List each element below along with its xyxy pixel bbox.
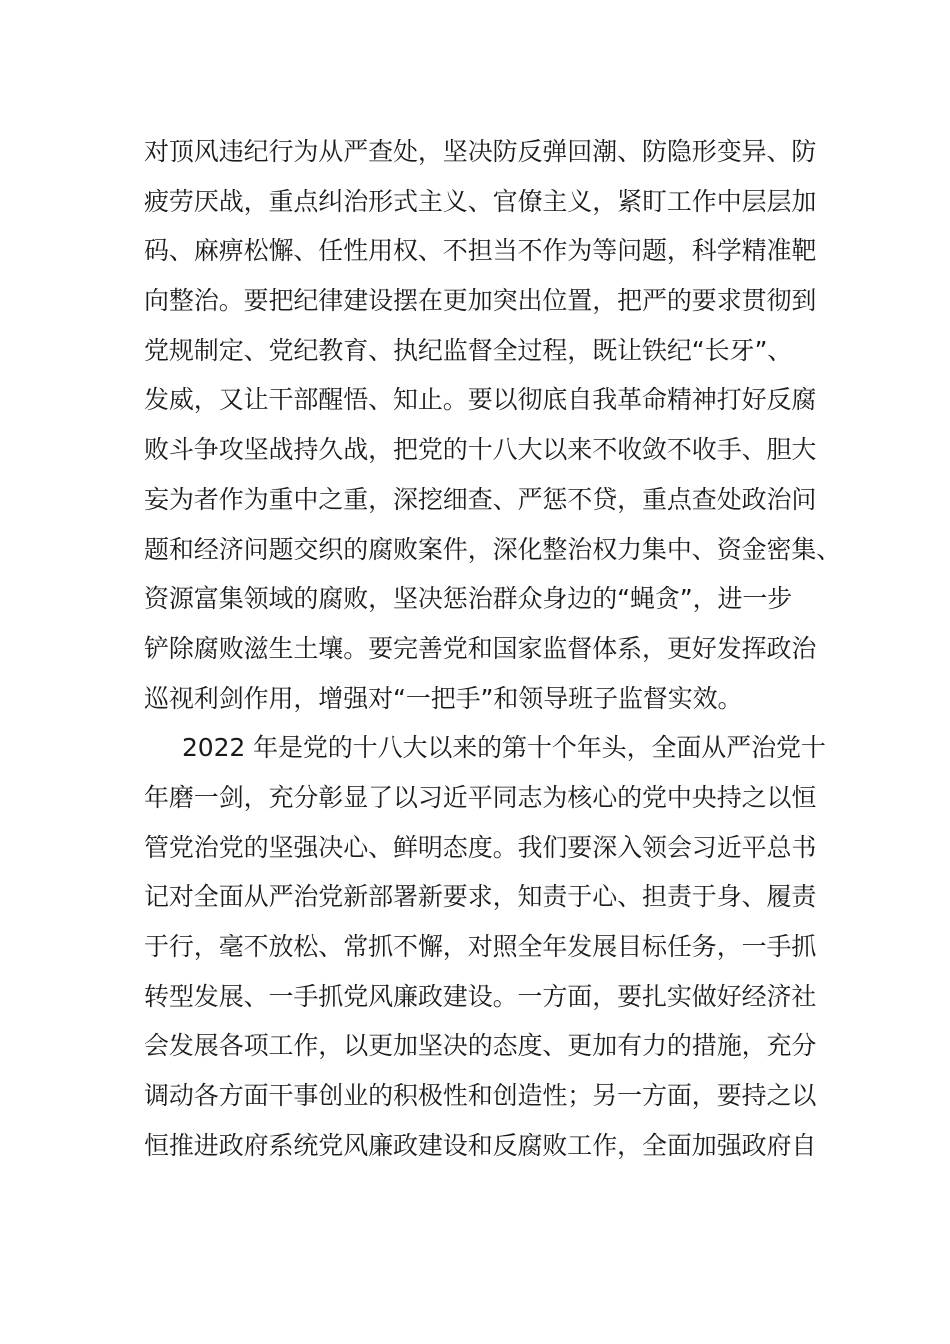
text-line: 对顶风违纪行为从严查处，坚决防反弹回潮、防隐形变异、防	[144, 137, 817, 166]
paragraph-2	[144, 723, 824, 1170]
text-line: 疲劳厌战，重点纠治形式主义、官僚主义，紧盯工作中层层加	[144, 186, 817, 216]
text-line: 巡视利剑作用，增强对“一把手”和领导班子监督实效。	[144, 683, 743, 713]
text-line: 题和经济问题交织的腐败案件，深化整治权力集中、资金密集、	[144, 534, 842, 564]
document-body	[144, 127, 842, 1170]
text-line: 败斗争攻坚战持久战，把党的十八大以来不收敛不收手、胆大	[144, 435, 817, 465]
text-line: 码、麻痹松懈、任性用权、不担当不作为等问题，科学精准靶	[144, 236, 817, 266]
text-line: 向整治。要把纪律建设摆在更加突出位置，把严的要求贯彻到	[144, 286, 817, 316]
text-line-indented: 2022 年是党的十八大以来的第十个年头，全面从严治党十	[182, 733, 826, 763]
text-line: 发威，又让干部醒悟、知止。要以彻底自我革命精神打好反腐	[144, 385, 817, 415]
text-line: 党规制定、党纪教育、执纪监督全过程，既让铁纪“长牙”、	[144, 335, 793, 365]
text-line: 年磨一剑，充分彰显了以习近平同志为核心的党中央持之以恒	[144, 782, 817, 812]
text-line: 调动各方面干事创业的积极性和创造性；另一方面，要持之以	[144, 1081, 817, 1111]
text-line: 于行，毫不放松、常抓不懈，对照全年发展目标任务，一手抓	[144, 932, 817, 961]
text-line: 恒推进政府系统党风廉政建设和反腐败工作，全面加强政府自	[144, 1130, 817, 1160]
text-line: 转型发展、一手抓党风廉政建设。一方面，要扎实做好经济社	[144, 981, 817, 1011]
text-line: 铲除腐败滋生土壤。要完善党和国家监督体系，更好发挥政治	[144, 633, 817, 663]
text-line: 妄为者作为重中之重，深挖细查、严惩不贷，重点查处政治问	[144, 484, 817, 514]
text-line: 会发展各项工作，以更加坚决的态度、更加有力的措施，充分	[144, 1031, 817, 1061]
paragraph-1	[144, 127, 842, 723]
text-line: 资源富集领域的腐败，坚决惩治群众身边的“蝇贪”，进一步	[144, 584, 793, 614]
text-line: 管党治党的坚强决心、鲜明态度。我们要深入领会习近平总书	[144, 832, 817, 862]
text-line: 记对全面从严治党新部署新要求，知责于心、担责于身、履责	[144, 882, 817, 912]
